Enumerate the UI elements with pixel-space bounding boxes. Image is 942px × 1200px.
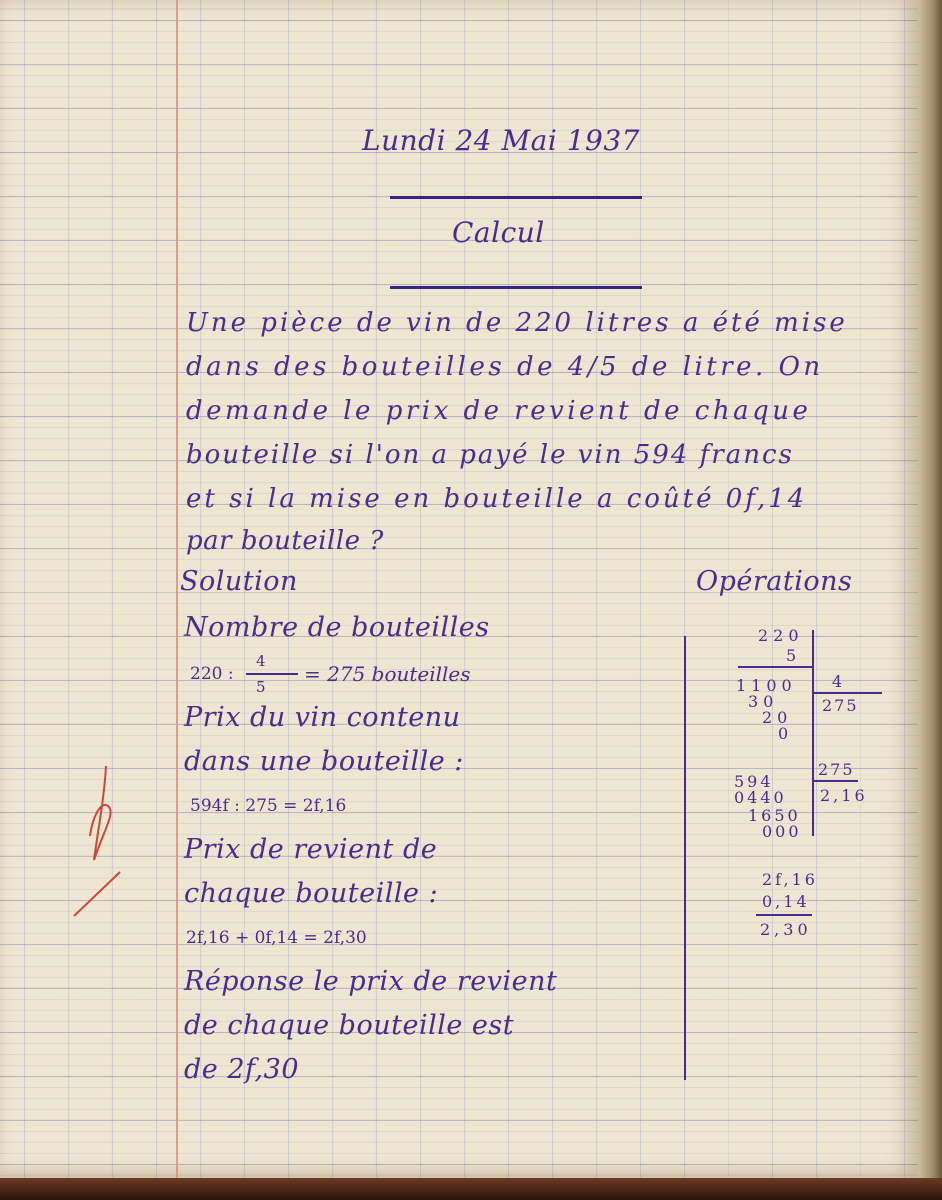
div2-dividend: 594	[734, 772, 774, 791]
problem-line-3: demande le prix de revient de chaque	[186, 396, 812, 426]
division-rule	[812, 630, 814, 836]
div2-remainder-3: 000	[762, 822, 802, 841]
subject-title: Calcul	[452, 216, 545, 249]
step2-title-1: Prix du vin contenu	[184, 702, 461, 733]
add-bar	[756, 914, 812, 916]
operations-heading: Opérations	[696, 566, 853, 597]
notebook-binding-edge	[918, 0, 942, 1178]
div2-remainder-2: 1650	[748, 806, 801, 825]
mult-bar	[738, 666, 812, 668]
div1-remainder-1: 30	[748, 692, 779, 711]
div2-divisor: 275	[818, 760, 855, 779]
step2-title-2: dans une bouteille :	[184, 746, 464, 777]
answer-line-1: Réponse le prix de revient	[184, 966, 558, 997]
answer-line-3: de 2f,30	[184, 1054, 299, 1085]
solution-heading: Solution	[180, 566, 298, 597]
div1-quotient: 275	[822, 696, 859, 715]
step3-title-1: Prix de revient de	[184, 834, 438, 865]
problem-line-4: bouteille si l'on a payé le vin 594 francs	[186, 440, 794, 470]
table-surface	[0, 1178, 942, 1200]
fraction-bar	[246, 673, 298, 675]
mult-b: 5	[786, 646, 802, 665]
mult-a: 220	[758, 626, 804, 645]
div2-quotient: 2,16	[820, 786, 868, 805]
operations-column-rule	[684, 636, 686, 1080]
step1-title: Nombre de bouteilles	[184, 612, 490, 643]
step1-fraction-numerator: 4	[256, 652, 266, 670]
step3-calc: 2f,16 + 0f,14 = 2f,30	[186, 928, 367, 948]
add-b: 0,14	[762, 892, 810, 911]
step3-title-2: chaque bouteille :	[184, 878, 439, 909]
title-rule-bottom	[390, 286, 642, 289]
problem-line-5: et si la mise en bouteille a coûté 0f,14	[186, 484, 808, 514]
step1-fraction-denominator: 5	[256, 678, 266, 696]
step2-calc: 594f : 275 = 2f,16	[190, 796, 347, 816]
teacher-red-mark	[64, 760, 134, 920]
problem-line-6: par bouteille ?	[186, 526, 384, 556]
margin-line	[176, 0, 178, 1178]
div1-divisor: 4	[832, 672, 848, 691]
problem-line-1: Une pièce de vin de 220 litres a été mise	[186, 308, 848, 338]
div2-remainder-1: 0440	[734, 788, 787, 807]
date-heading: Lundi 24 Mai 1937	[362, 124, 640, 157]
add-total: 2,30	[760, 920, 812, 939]
div1-remainder-3: 0	[778, 724, 794, 743]
step1-result: = 275 bouteilles	[304, 662, 471, 686]
step1-prefix: 220 :	[190, 664, 234, 684]
title-rule-top	[390, 196, 642, 199]
div1-dividend: 1100	[736, 676, 797, 695]
div1-bar	[814, 692, 882, 694]
problem-line-2: dans des bouteilles de 4/5 de litre. On	[186, 352, 824, 382]
answer-line-2: de chaque bouteille est	[184, 1010, 515, 1041]
add-a: 2f,16	[762, 870, 818, 889]
div1-remainder-2: 20	[762, 708, 793, 727]
div2-bar	[814, 780, 858, 782]
